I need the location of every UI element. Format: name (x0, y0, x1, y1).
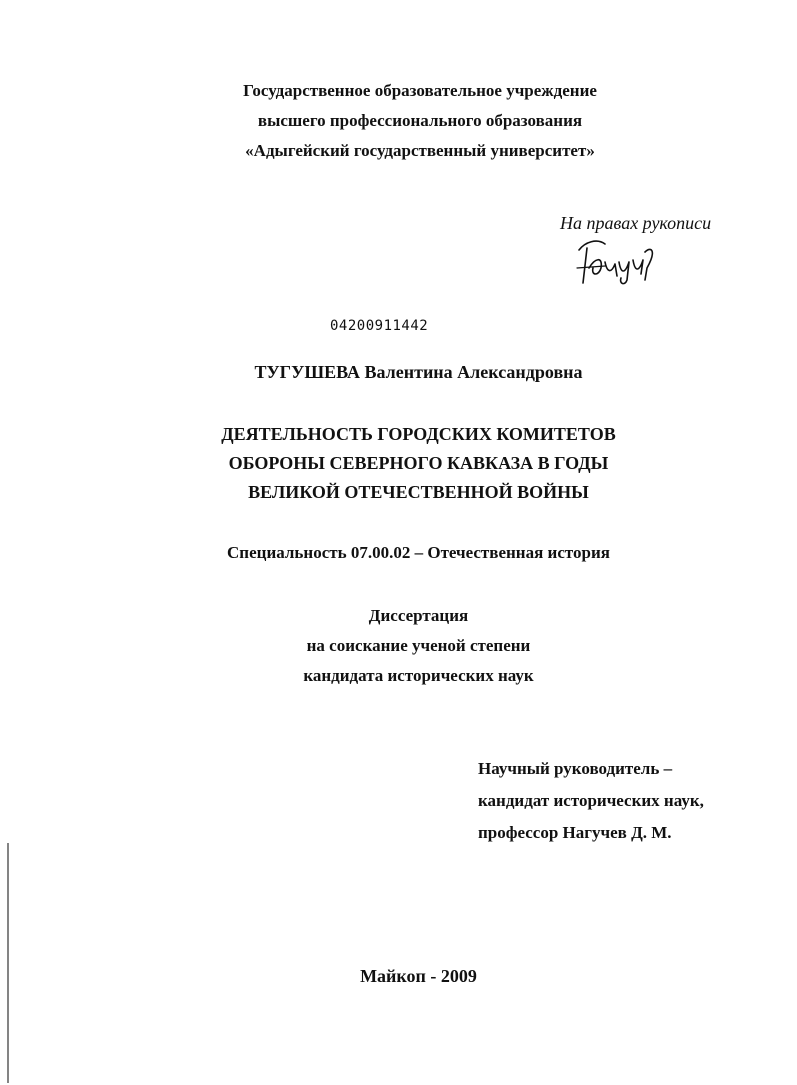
supervisor-line: Научный руководитель – (478, 759, 673, 778)
signature-icon (575, 228, 665, 288)
catalog-code: 04200911442 (330, 318, 429, 334)
institution-line: высшего профессионального образования (257, 111, 583, 130)
city-year: Майкоп - 2009 (360, 966, 477, 986)
degree-line: на соискание ученой степени (306, 636, 531, 655)
institution-line: Государственное образовательное учреждение (243, 81, 597, 100)
title-line: ОБОРОНЫ СЕВЕРНОГО КАВКАЗА В ГОДЫ (228, 453, 609, 473)
title-line: ДЕЯТЕЛЬНОСТЬ ГОРОДСКИХ КОМИТЕТОВ (221, 424, 616, 444)
author-name: ТУГУШЕВА Валентина Александровна (254, 362, 583, 382)
dissertation-title (20, 420, 797, 507)
degree-line: Диссертация (368, 606, 469, 625)
institution-header (40, 76, 797, 166)
specialty-line: Специальность 07.00.02 – Отечественная история (227, 543, 610, 562)
title-line: ВЕЛИКОЙ ОТЕЧЕСТВЕННОЙ ВОЙНЫ (248, 482, 589, 502)
supervisor-line: кандидат исторических наук, (478, 791, 704, 810)
supervisor-line: профессор Нагучев Д. М. (478, 823, 672, 842)
manuscript-note: На правах рукописи (560, 213, 712, 233)
supervisor-block (478, 753, 704, 849)
institution-line: «Адыгейский государственный университет» (245, 141, 595, 160)
degree-line: кандидата исторических наук (303, 666, 534, 685)
dissertation-degree (20, 601, 797, 691)
scan-edge-divider (7, 843, 9, 1083)
